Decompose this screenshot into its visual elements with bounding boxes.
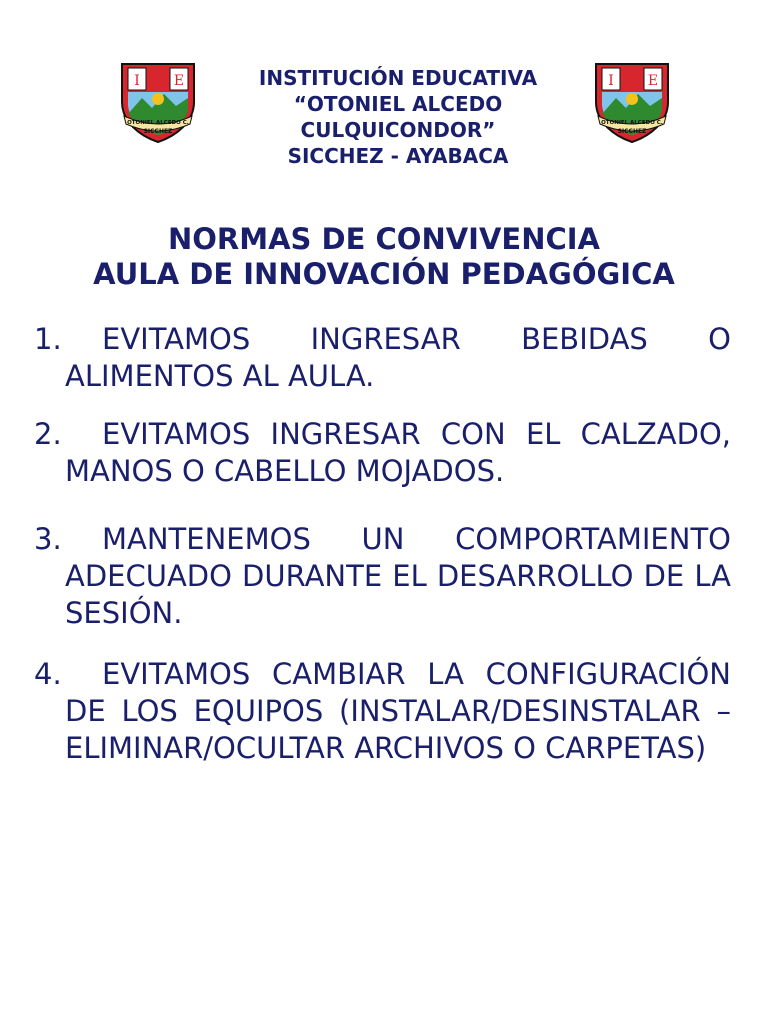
rule-item	[34, 521, 731, 632]
crest-icon	[116, 58, 200, 144]
school-line-2: “OTONIEL ALCEDO	[293, 92, 503, 116]
crest-letter-e: E	[647, 73, 659, 89]
crest-letter-i: I	[608, 73, 614, 89]
crest-name: OTONIEL ALCEDO C.	[601, 120, 663, 126]
crest-letter-e: E	[173, 73, 185, 89]
rules-list	[34, 321, 731, 767]
page-title	[0, 222, 768, 292]
crest-name: OTONIEL ALCEDO C.	[127, 120, 189, 126]
rule-number: 3.	[34, 522, 62, 556]
crest-icon	[590, 58, 674, 144]
title-line-1: NORMAS DE CONVIVENCIA	[168, 222, 600, 256]
rule-number: 1.	[34, 322, 62, 356]
rule-text: EVITAMOS INGRESAR CON EL CALZADO, MANOS O CABELLO MOJADOS.	[65, 417, 731, 488]
school-line-1: INSTITUCIÓN EDUCATIVA	[258, 66, 538, 90]
school-name	[200, 65, 596, 169]
school-line-3: CULQUICONDOR”	[300, 118, 496, 142]
crest-place: SICCHEZ	[143, 128, 173, 135]
rule-item	[34, 656, 731, 767]
rule-number: 2.	[34, 417, 62, 451]
rule-text: EVITAMOS CAMBIAR LA CONFIGURACIÓN DE LOS EQUIPOS (INSTALAR/DESINSTALAR – ELIMINAR/OCULTAR ARCHIVOS O CARPETAS)	[65, 657, 731, 765]
crest-letter-i: I	[134, 73, 140, 89]
rule-text: MANTENEMOS UN COMPORTAMIENTO ADECUADO DURANTE EL DESARROLLO DE LA SESIÓN.	[65, 522, 731, 630]
school-line-4: SICCHEZ - AYABACA	[287, 144, 509, 168]
title-line-2: AULA DE INNOVACIÓN PEDAGÓGICA	[93, 257, 675, 291]
school-crest-right	[590, 58, 674, 144]
rule-number: 4.	[34, 657, 62, 691]
crest-place: SICCHEZ	[617, 128, 647, 135]
rule-text: EVITAMOS INGRESAR BEBIDAS O ALIMENTOS AL AULA.	[65, 322, 731, 393]
rule-item	[34, 321, 731, 395]
school-crest-left	[116, 58, 200, 144]
rule-item	[34, 416, 731, 490]
header	[0, 58, 768, 168]
